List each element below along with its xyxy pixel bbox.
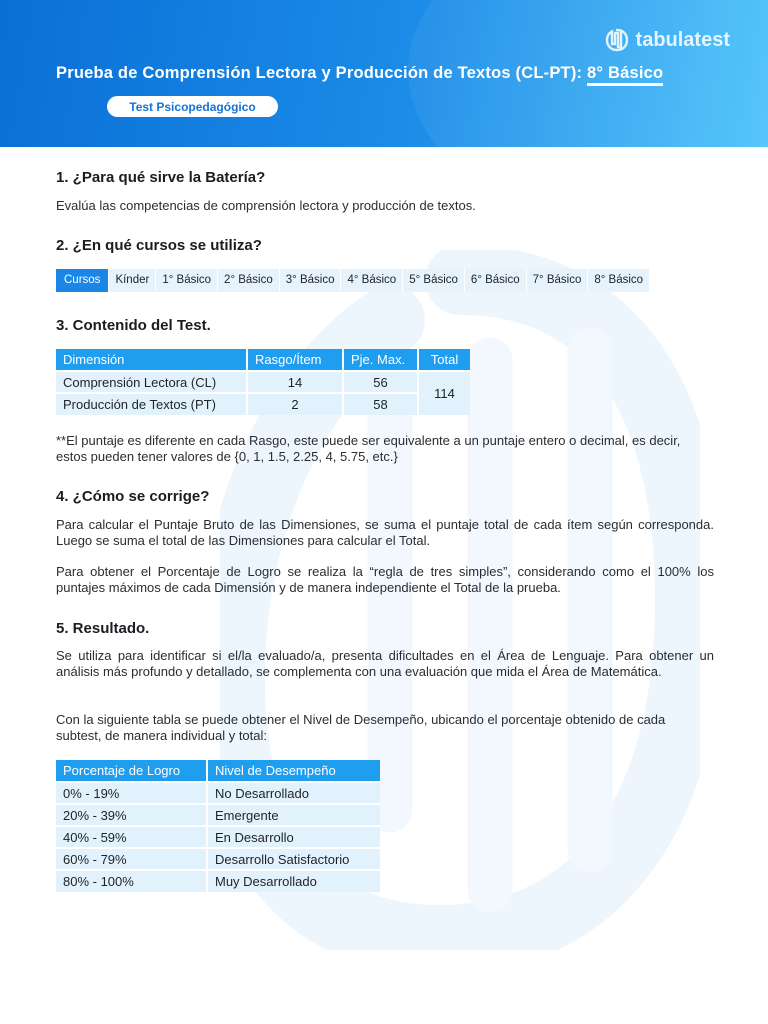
table-header-row — [56, 760, 380, 782]
section5-paragraph-1: Se utiliza para identificar si el/la evaluado/a, presenta dificultades en el Área de Lenguaje. Para obtener un análisis más profundo y detallado, se complementa con una evaluación que mida el Área de Matemática. — [56, 648, 714, 679]
table-row — [56, 371, 470, 393]
section1-text: Evalúa las competencias de comprensión lectora y producción de textos. — [56, 198, 476, 213]
content-table — [56, 349, 470, 415]
performance-table — [56, 760, 380, 892]
section4-paragraph-2: Para obtener el Porcentaje de Logro se realiza la “regla de tres simples”, considerando como el 100% los puntajes máximos de cada Dimensión y de manera independiente el Total de la prueba. — [56, 564, 714, 595]
course-1-basico: 1° Básico — [156, 269, 218, 292]
section1-heading: 1. ¿Para qué sirve la Batería? — [56, 169, 266, 186]
table-row — [56, 804, 380, 826]
cell-nivel: No Desarrollado — [207, 782, 380, 804]
course-3-basico: 3° Básico — [280, 269, 342, 292]
courses-label: Cursos — [56, 269, 109, 292]
page-title — [56, 64, 663, 83]
course-6-basico: 6° Básico — [465, 269, 527, 292]
cell-nivel: Emergente — [207, 804, 380, 826]
course-8-basico: 8° Básico — [588, 269, 650, 292]
course-2-basico: 2° Básico — [218, 269, 280, 292]
header-dimension: Dimensión — [56, 349, 247, 371]
cell-nivel: Muy Desarrollado — [207, 870, 380, 892]
cell-dimension: Producción de Textos (PT) — [56, 393, 247, 415]
section3-note: **El puntaje es diferente en cada Rasgo, este puede ser equivalente a un puntaje entero o decimal, es decir, estos pueden tener valores de {0, 1, 1.5, 2.25, 4, 5.75, etc.} — [56, 433, 681, 464]
section2-heading: 2. ¿En qué cursos se utiliza? — [56, 237, 262, 254]
cell-nivel: En Desarrollo — [207, 826, 380, 848]
cell-pje-max: 56 — [343, 371, 418, 393]
logo-text: tabulatest — [635, 28, 730, 51]
test-type-badge: Test Psicopedagógico — [107, 96, 278, 117]
header-porcentaje: Porcentaje de Logro — [56, 760, 207, 782]
section4-heading: 4. ¿Cómo se corrige? — [56, 488, 210, 505]
cell-porcentaje: 0% - 19% — [56, 782, 207, 804]
title-grade: 8° Básico — [587, 64, 663, 86]
table-row — [56, 782, 380, 804]
section5-heading: 5. Resultado. — [56, 620, 150, 637]
course-7-basico: 7° Básico — [527, 269, 589, 292]
cell-dimension: Comprensión Lectora (CL) — [56, 371, 247, 393]
course-4-basico: 4° Básico — [341, 269, 403, 292]
cell-porcentaje: 40% - 59% — [56, 826, 207, 848]
tabulatest-logo — [605, 28, 730, 52]
table-header-row — [56, 349, 470, 371]
cell-rasgo: 2 — [247, 393, 343, 415]
header-pje-max: Pje. Max. — [343, 349, 418, 371]
cell-porcentaje: 80% - 100% — [56, 870, 207, 892]
cell-porcentaje: 20% - 39% — [56, 804, 207, 826]
table-row — [56, 826, 380, 848]
cell-rasgo: 14 — [247, 371, 343, 393]
section4-paragraph-1: Para calcular el Puntaje Bruto de las Dimensiones, se suma el puntaje total de cada ítem según corresponda. Luego se suma el total de las Dimensiones para calcular el Total. — [56, 517, 714, 548]
course-kinder: Kínder — [109, 269, 156, 292]
courses-bar — [56, 269, 650, 292]
cell-total: 114 — [418, 371, 470, 415]
cell-pje-max: 58 — [343, 393, 418, 415]
cell-porcentaje: 60% - 79% — [56, 848, 207, 870]
table-row — [56, 870, 380, 892]
cell-nivel: Desarrollo Satisfactorio — [207, 848, 380, 870]
header-nivel: Nivel de Desempeño — [207, 760, 380, 782]
table-row — [56, 848, 380, 870]
header-banner — [0, 0, 768, 147]
header-rasgo-item: Rasgo/Ítem — [247, 349, 343, 371]
section5-paragraph-2: Con la siguiente tabla se puede obtener el Nivel de Desempeño, ubicando el porcentaje obtenido de cada subtest, de manera individual y total: — [56, 712, 666, 743]
table-row — [56, 393, 470, 415]
section3-heading: 3. Contenido del Test. — [56, 317, 211, 334]
header-total: Total — [418, 349, 470, 371]
title-text: Prueba de Comprensión Lectora y Producción de Textos (CL-PT): — [56, 64, 583, 82]
tabulatest-logo-icon — [605, 28, 629, 52]
course-5-basico: 5° Básico — [403, 269, 465, 292]
